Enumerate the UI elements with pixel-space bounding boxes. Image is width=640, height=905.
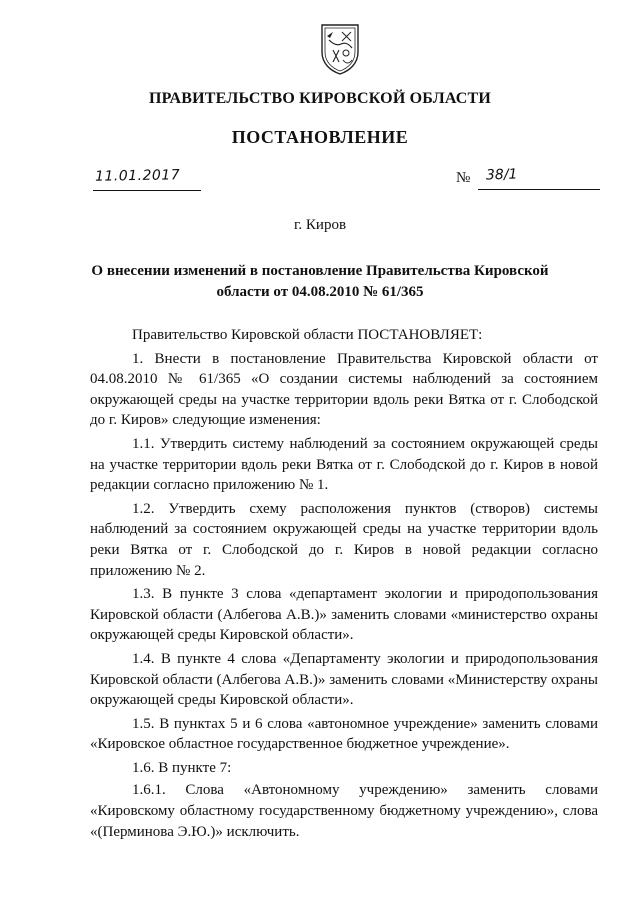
- paragraph: Правительство Кировской области ПОСТАНОВЛЯЕТ:: [132, 327, 483, 343]
- number-underline: [478, 166, 600, 190]
- coat-of-arms-icon: [319, 22, 361, 76]
- paragraph: 1.5. В пунктах 5 и 6 слова «автономное учреждение» заменить словами «Кировское областное государственное бюджетное учреждение».: [90, 715, 598, 753]
- subject-line-2: области от 04.08.2010 № 61/365: [216, 284, 424, 300]
- paragraph: 1.1. Утвердить систему наблюдений за состоянием окружающей среды на участке территории вдоль реки Вятка от г. Слободской до г. Киров в новой редакции согласно приложению № 1.: [90, 435, 598, 494]
- paragraph: 1.6.1. Слова «Автономному учреждению» заменить словами «Кировскому областному государственному бюджетному учреждению», слова «(Перминова Э.Ю.)» исключить.: [90, 782, 598, 840]
- paragraph: 1. Внести в постановление Правительства Кировской области от 04.08.2010 № 61/365 «О создании системы наблюдений за состоянием окружающей среды на участке территории вдоль реки Вятка от г. Слободской до г. Киров» следующие изменения:: [90, 350, 598, 429]
- number-field: [456, 166, 601, 190]
- city-name: г. Киров: [293, 217, 347, 233]
- date-field: [93, 167, 201, 191]
- document-subject: [90, 261, 550, 303]
- paragraph: 1.3. В пункте 3 слова «департамент экологии и природопользования Кировской области (Албегова А.В.)» заменить словами «министерство охраны окружающей среды Кировской области».: [90, 586, 598, 644]
- number-label: №: [456, 170, 471, 186]
- paragraph: 1.2. Утвердить схему расположения пунктов (створов) системы наблюдений за состоянием окружающей среды на участке территории вдоль реки Вятка от г. Слободской до г. Киров в новой редакции согласно приложению № 2.: [90, 500, 598, 579]
- document-body: [90, 325, 598, 845]
- handwritten-date: 11.01.2017: [94, 167, 181, 185]
- government-name: ПРАВИТЕЛЬСТВО КИРОВСКОЙ ОБЛАСТИ: [148, 90, 492, 107]
- document-type: ПОСТАНОВЛЕНИЕ: [231, 127, 409, 147]
- paragraph: 1.6. В пункте 7:: [132, 759, 232, 776]
- handwritten-number: 38/1: [485, 166, 518, 184]
- paragraph: 1.4. В пункте 4 слова «Департаменту экологии и природопользования Кировской области (Албегова А.В.)» заменить словами «Министерству охраны окружающей среды Кировской области».: [90, 650, 598, 709]
- subject-line-1: О внесении изменений в постановление Правительства Кировской: [91, 263, 549, 279]
